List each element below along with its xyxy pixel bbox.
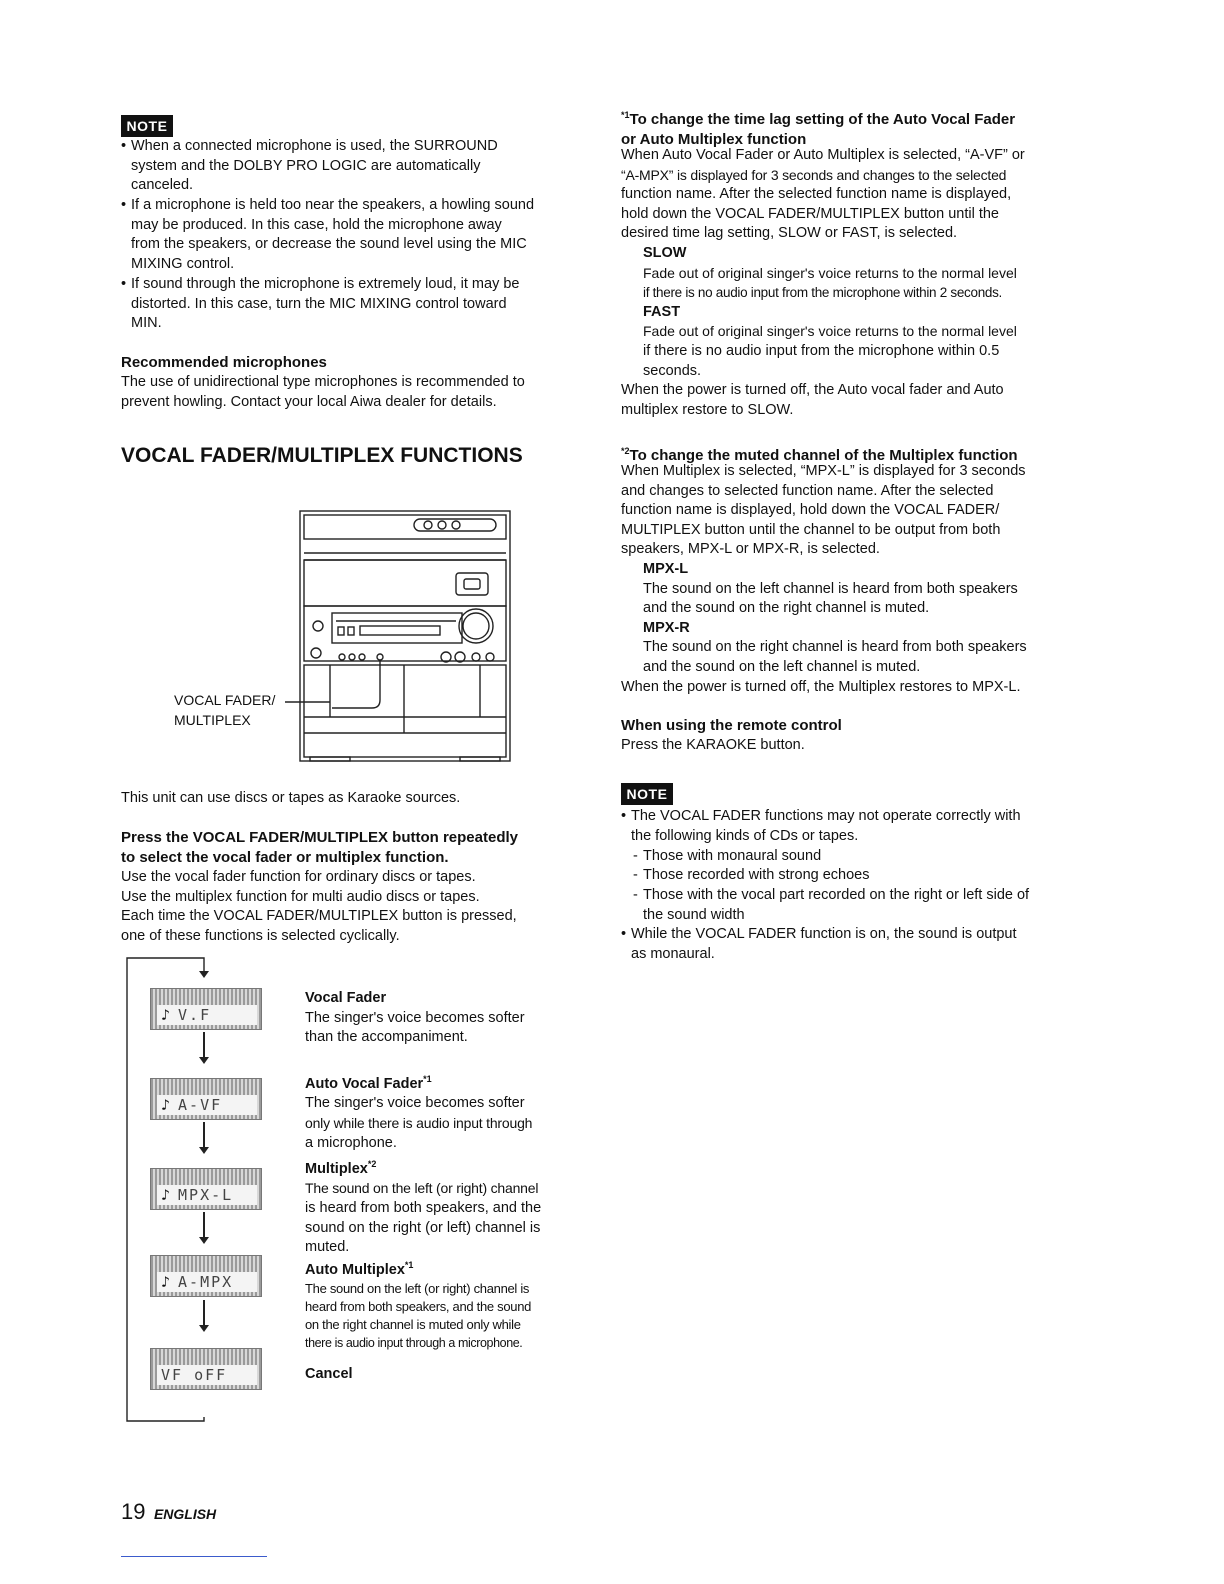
note-line: from the speakers, or decrease the sound level using the MIC	[131, 236, 527, 253]
text-line: a microphone.	[305, 1134, 397, 1151]
display-auto-vocal-fader	[150, 1078, 262, 1120]
press-title-line: to select the vocal fader or multiplex function.	[121, 848, 449, 866]
note-bullet: • The VOCAL FADER functions may not operate correctly with the following kinds of CDs or tapes.	[621, 807, 1081, 846]
remote-text: Press the KARAOKE button.	[621, 737, 805, 753]
remote-title: When using the remote control	[621, 717, 842, 734]
display-text: ♪ MPX-L	[157, 1185, 257, 1205]
figure-label-line: VOCAL FADER/	[174, 692, 276, 708]
note-line: While the VOCAL FADER function is on, the sound is output	[631, 926, 1017, 942]
text-line: on the right channel is muted only while	[305, 1317, 521, 1333]
language-label: ENGLISH	[153, 1506, 217, 1522]
text-line: “A-MPX” is displayed for 3 seconds and changes to the selected	[621, 166, 1007, 183]
cycle-arrow	[203, 1122, 205, 1152]
display-text: VF oFF	[157, 1365, 257, 1385]
text-line: and the sound on the left channel is muted.	[643, 658, 921, 675]
mode-title: Auto Vocal Fader$^{*1}$	[305, 1074, 432, 1092]
footnote-mark: *2	[367, 1159, 377, 1169]
cycle-arrow	[203, 1300, 205, 1330]
text-line: Fade out of original singer's voice returns to the normal level	[643, 264, 1017, 281]
stereo-unit-illustration	[280, 505, 520, 765]
note-line: system and the DOLBY PRO LOGIC are automatically	[131, 157, 481, 174]
text-line: The sound on the right channel is heard from both speakers	[643, 639, 1027, 656]
text-line: sound on the right (or left) channel is	[305, 1219, 541, 1236]
footnote-mark: *1	[404, 1260, 414, 1270]
fn1-title-line: or Auto Multiplex function	[621, 130, 807, 148]
text-line: multiplex restore to SLOW.	[621, 401, 794, 418]
text-line: if there is no audio input from the microphone within 2 seconds.	[643, 285, 1003, 301]
text-line: function name is displayed, hold down the VOCAL FADER/	[621, 502, 1000, 519]
note-line: the following kinds of CDs or tapes.	[631, 827, 859, 844]
note-dash-item: - Those with monaural sound	[633, 847, 1073, 867]
text-line: The sound on the left (or right) channel	[305, 1180, 539, 1197]
note-line: If sound through the microphone is extremely loud, it may be	[131, 276, 520, 292]
recommended-title: Recommended microphones	[121, 354, 327, 371]
display-multiplex	[150, 1168, 262, 1210]
fn1-title-line: $^{*1}$To change the time lag setting of the Auto Vocal Fader	[621, 110, 1016, 128]
text-line: heard from both speakers, and the sound	[305, 1299, 532, 1315]
press-text	[121, 868, 581, 946]
text-line: seconds.	[643, 362, 702, 379]
note-line: MIN.	[131, 315, 162, 332]
text-line: The use of unidirectional type microphones is recommended to	[121, 374, 525, 390]
text-line: and the sound on the right channel is muted.	[643, 600, 930, 617]
text-line: there is audio input through a microphone.	[305, 1336, 523, 1351]
mode-auto-multiplex	[305, 1256, 575, 1352]
footnote-mark: *1	[621, 110, 630, 120]
text-line: hold down the VOCAL FADER/MULTIPLEX button until the	[621, 205, 999, 222]
footer-rule	[121, 1556, 267, 1557]
cycle-arrow	[203, 1212, 205, 1242]
fn1-text	[621, 146, 1081, 420]
note-line: If a microphone is held too near the speakers, a howling sound	[131, 197, 535, 213]
note-dash-item: - Those with the vocal part recorded on the right or left side of the sound width	[633, 886, 1073, 925]
text-line: The sound on the left channel is heard from both speakers	[643, 580, 1018, 597]
text-line: Each time the VOCAL FADER/MULTIPLEX button is pressed,	[121, 908, 517, 925]
text-line: When Multiplex is selected, “MPX-L” is displayed for 3 seconds	[621, 463, 1026, 479]
fn2-text	[621, 462, 1081, 697]
footnote-mark: *1	[423, 1074, 432, 1084]
note-line: may be produced. In this case, hold the microphone away	[131, 216, 502, 233]
note-line: MIXING control.	[131, 255, 235, 272]
display-vocal-fader	[150, 988, 262, 1030]
text-line: MULTIPLEX button until the channel to be output from both	[621, 521, 1001, 538]
mode-multiplex	[305, 1155, 575, 1258]
text-line: The singer's voice becomes softer	[305, 1095, 525, 1112]
text-line: desired time lag setting, SLOW or FAST, is selected.	[621, 225, 958, 242]
note-line: When a connected microphone is used, the SURROUND	[131, 138, 498, 154]
fast-title: FAST	[643, 303, 681, 320]
text-line: Use the vocal fader function for ordinary discs or tapes.	[121, 869, 476, 885]
mode-title: Auto Multiplex$^{*1}$	[305, 1260, 414, 1278]
mode-auto-vocal-fader	[305, 1070, 575, 1153]
figure-label-line: MULTIPLEX	[174, 711, 251, 728]
intro-text: This unit can use discs or tapes as Karaoke sources.	[121, 790, 461, 806]
display-text: ♪ A-MPX	[157, 1272, 257, 1292]
press-title-line: Press the VOCAL FADER/MULTIPLEX button repeatedly	[121, 829, 519, 846]
mode-title: Vocal Fader	[305, 990, 387, 1006]
text-line: is heard from both speakers, and the	[305, 1200, 542, 1217]
page-number: 19	[121, 1499, 146, 1524]
note-line: distorted. In this case, turn the MIC MIXING control toward	[131, 295, 507, 312]
display-auto-multiplex	[150, 1255, 262, 1297]
text-line: and changes to selected function name. After the selected	[621, 482, 994, 499]
text-line: When the power is turned off, the Multiplex restores to MPX-L.	[621, 678, 1021, 695]
note-bullet: • If a microphone is held too near the speakers, a howling sound may be produced. In this case, hold the microphone away from the speakers, or decrease the sound level using the MIC MIXING control.	[121, 196, 571, 274]
note-line: The VOCAL FADER functions may not operate correctly with	[631, 808, 1021, 824]
text-line: The sound on the left (or right) channel is	[305, 1281, 530, 1297]
figure-label	[174, 691, 275, 730]
note-bullet: • While the VOCAL FADER function is on, the sound is output as monaural.	[621, 925, 1081, 964]
display-cancel	[150, 1348, 262, 1390]
cycle-arrow	[203, 1032, 205, 1062]
text-line: Use the multiplex function for multi audio discs or tapes.	[121, 888, 480, 905]
section-title: VOCAL FADER/MULTIPLEX FUNCTIONS	[121, 444, 523, 467]
text-line: only while there is audio input through	[305, 1115, 533, 1132]
text-line: function name. After the selected function name is displayed,	[621, 186, 1012, 203]
note-line: canceled.	[131, 177, 194, 194]
note-badge: NOTE	[621, 783, 673, 805]
text-line: The singer's voice becomes softer	[305, 1009, 525, 1026]
text-line: one of these functions is selected cyclically.	[121, 927, 400, 944]
fn1-title	[621, 106, 1081, 149]
display-text: ♪ A-VF	[157, 1095, 257, 1115]
note-line: Those recorded with strong echoes	[643, 867, 870, 883]
mode-vocal-fader	[305, 989, 575, 1048]
press-title	[121, 828, 581, 867]
text-line: muted.	[305, 1239, 350, 1256]
text-line: if there is no audio input from the microphone within 0.5	[643, 342, 1000, 359]
note-bullet: • If sound through the microphone is extremely loud, it may be distorted. In this case, turn the MIC MIXING control toward MIN.	[121, 275, 571, 334]
note-badge: NOTE	[121, 115, 173, 137]
page-footer	[121, 1499, 216, 1525]
note-line: Those with the vocal part recorded on the right or left side of	[643, 887, 1030, 903]
note-line: as monaural.	[631, 945, 715, 962]
mpx-l-title: MPX-L	[643, 560, 689, 577]
fn2-title: $^{*2}$To change the muted channel of the Multiplex function	[621, 446, 1018, 464]
note-bullet: • When a connected microphone is used, the SURROUND system and the DOLBY PRO LOGIC are automatically canceled.	[121, 137, 571, 196]
recommended-text	[121, 373, 576, 412]
slow-title: SLOW	[643, 244, 687, 261]
text-line: Fade out of original singer's voice returns to the normal level	[643, 323, 1017, 340]
note-line: the sound width	[643, 906, 745, 923]
text-line: prevent howling. Contact your local Aiwa dealer for details.	[121, 393, 497, 410]
mode-title: Multiplex$^{*2}$	[305, 1159, 377, 1177]
mpx-r-title: MPX-R	[643, 619, 690, 636]
mode-cancel: Cancel	[305, 1366, 353, 1382]
note-dash-item: - Those recorded with strong echoes	[633, 866, 1073, 886]
text-line: When Auto Vocal Fader or Auto Multiplex is selected, “A-VF” or	[621, 147, 1025, 163]
text-line: than the accompaniment.	[305, 1029, 468, 1046]
display-text: ♪ V.F	[157, 1005, 257, 1025]
text-line: speakers, MPX-L or MPX-R, is selected.	[621, 541, 880, 558]
text-line: When the power is turned off, the Auto vocal fader and Auto	[621, 382, 1004, 399]
note-line: Those with monaural sound	[643, 848, 822, 864]
footnote-mark: *2	[621, 446, 630, 456]
